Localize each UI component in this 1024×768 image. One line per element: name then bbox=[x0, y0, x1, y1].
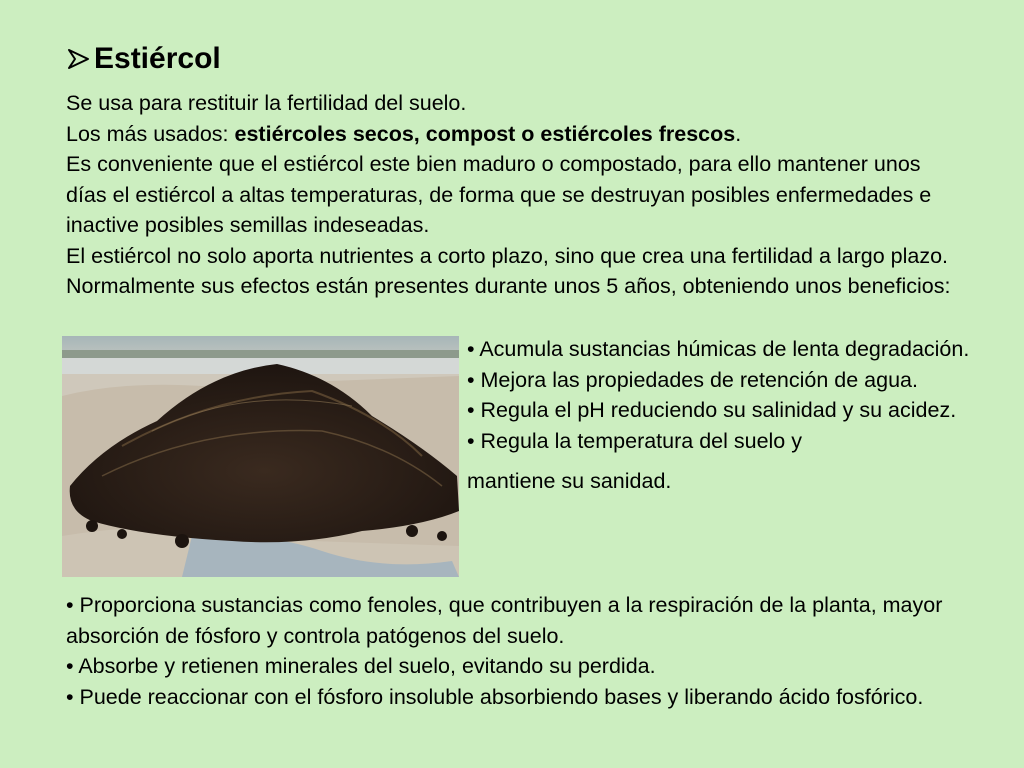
intro-line-2-prefix: Los más usados: bbox=[66, 121, 235, 146]
manure-pile-photo bbox=[62, 336, 459, 577]
list-item: • Regula la temperatura del suelo y bbox=[467, 428, 802, 453]
intro-paragraph-2: Es conveniente que el estiércol este bien maduro o compostado, para ello mantener unos días el estiércol a altas temperaturas, de forma que se destruyan posibles enfermedades e inactive posibles semillas indeseadas. bbox=[66, 152, 932, 237]
list-item-continuation: mantiene su sanidad. bbox=[467, 469, 672, 493]
list-item: • Mejora las propiedades de retención de agua. bbox=[467, 367, 918, 392]
list-item: • Acumula sustancias húmicas de lenta degradación. bbox=[467, 337, 970, 361]
intro-line-2-suffix: . bbox=[735, 121, 742, 146]
benefits-list-right bbox=[467, 334, 977, 497]
list-item: • Regula el pH reduciendo su salinidad y su acidez. bbox=[467, 398, 957, 422]
intro-line-2-bold: estiércoles secos, compost o estiércoles frescos bbox=[234, 121, 736, 146]
benefits-list-bottom bbox=[66, 590, 976, 712]
arrow-bullet-icon bbox=[66, 47, 92, 71]
intro-line-2 bbox=[66, 119, 966, 150]
title-text: Estiércol bbox=[94, 42, 221, 75]
list-item: • Proporciona sustancias como fenoles, que contribuyen a la respiración de la planta, mayor absorción de fósforo y controla patógenos del suelo. bbox=[66, 593, 943, 648]
list-item: • Absorbe y retienen minerales del suelo, evitando su perdida. bbox=[66, 654, 656, 678]
list-item: • Puede reaccionar con el fósforo insoluble absorbiendo bases y liberando ácido fosfórico. bbox=[66, 684, 924, 709]
slide-title bbox=[66, 40, 221, 78]
intro-line-1: Se usa para restituir la fertilidad del suelo. bbox=[66, 91, 467, 115]
intro-text bbox=[66, 88, 966, 302]
intro-paragraph-3: El estiércol no solo aporta nutrientes a corto plazo, sino que crea una fertilidad a largo plazo. Normalmente sus efectos están presentes durante unos 5 años, obteniendo unos beneficios: bbox=[66, 243, 951, 298]
